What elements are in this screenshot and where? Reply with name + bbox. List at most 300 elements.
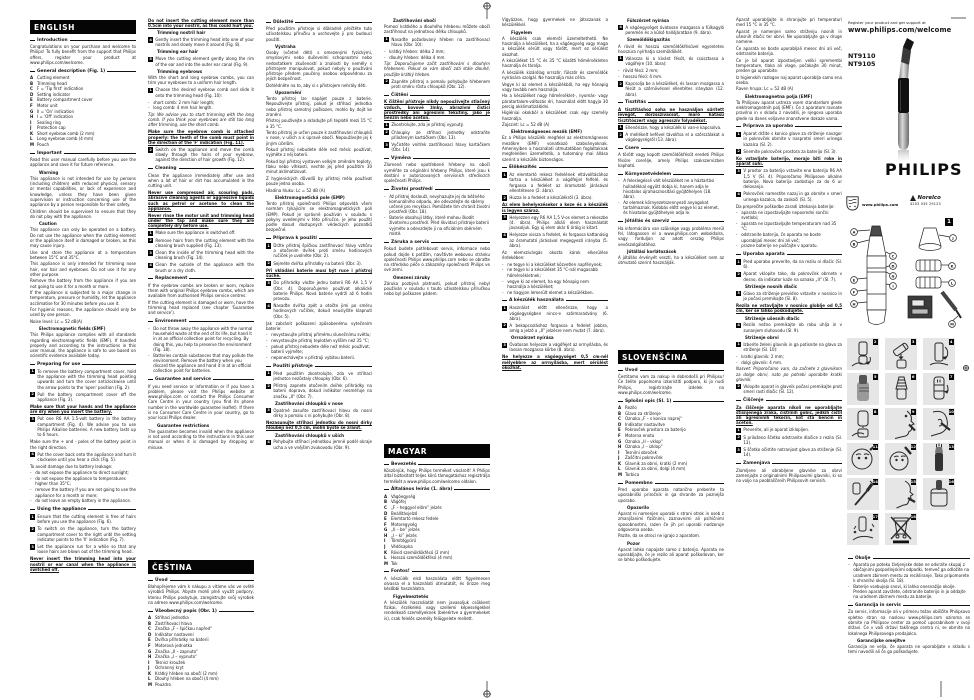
legend-text: Long eyebrow comb (4 mm) xyxy=(37,136,94,142)
legend-letter: A xyxy=(384,493,388,499)
bullet-item xyxy=(618,68,724,73)
bullet-dash: - xyxy=(384,193,386,199)
legend-item xyxy=(618,461,724,466)
step-number-badge: 1 xyxy=(31,514,34,519)
legend-item xyxy=(384,555,490,560)
legend-letter: E xyxy=(148,637,151,643)
legend-item xyxy=(384,561,490,566)
section-heading-text: Příprava k použití xyxy=(273,236,317,242)
bullet-text: ne tegye ki a készüléket 35 °C-nál magasabb hőmérsékletnek; xyxy=(507,267,598,278)
section-heading xyxy=(384,462,490,467)
paragraph: Tento přístroj je určen pouze k zastřihování chloupků v nose, v uších a k úpravě obočí. Nepoužívejte jej k jiným účelům. xyxy=(266,130,372,146)
bullet-item xyxy=(266,355,372,360)
legend-item xyxy=(148,660,254,665)
legend-letter: B xyxy=(384,499,388,505)
legend-letter: A xyxy=(30,75,34,81)
step-number-badge: 1 xyxy=(385,37,388,42)
subsection-heading: Striženje ušesnih dlačic xyxy=(745,315,800,321)
instruction-step xyxy=(266,280,372,301)
bullet-dash: - xyxy=(266,344,268,350)
step-text: Pred uporabo preverite, da na rezilu ni dlačic (Sl. 6). xyxy=(743,259,842,270)
step-text: Let the appliance run for a while so that any loose hairs are blown out of the trimming head. xyxy=(37,543,136,555)
section-heading-text: Important xyxy=(37,150,62,156)
section-heading xyxy=(384,487,490,492)
step-number-badge: 1 xyxy=(149,230,152,235)
step-number-badge: 2 xyxy=(619,132,622,137)
step-text: Move the cutting element gently along the rim of the ear and into the outer ear canal (Fig. 9). xyxy=(155,56,254,67)
figure-step-18-wheelie-bin-crossed xyxy=(885,513,917,545)
text-column-sl3 xyxy=(848,552,970,684)
bullet-item xyxy=(502,279,608,290)
step-number-badge: 2 xyxy=(31,392,34,397)
figure-step-14-cleaning-brush xyxy=(847,478,879,510)
callout-letter: B xyxy=(852,242,856,247)
step-text: A bekapcsoláshoz forgassa a fedelet jobbra, amíg a jelző a „II” jelzésre nem mutat (7. ábra). xyxy=(509,322,608,334)
figure-step-15-face-trimming xyxy=(885,478,917,510)
step-text: V prostor za baterijo vstavite eno baterijo R6 AA 1,5 V (Sl. 4). Priporočamo Philipsove alkalne baterije. Nova baterija zadostuje za do 6 ur delovanja. xyxy=(743,168,842,190)
legend-text: Glavnik za obrvi, kratki (2 mm) xyxy=(625,460,688,466)
section-heading-text: Zamenjava xyxy=(743,461,771,467)
legend-letter: I xyxy=(618,449,620,455)
philips-wordmark: PHILIPS xyxy=(885,160,963,179)
instruction-step xyxy=(266,371,372,382)
subsection-heading: Zastřihování chloupků v uších xyxy=(275,432,345,438)
figure-step-4-close-battery-door xyxy=(923,338,955,370)
section-heading-text: Replacement xyxy=(155,276,188,282)
legend-item xyxy=(384,516,490,521)
bullet-item xyxy=(148,326,254,352)
step-text: Óvatosan helyezze a vágófejet az orrnyílásba, és lassan mozgassa körbe (8. ábra). xyxy=(509,342,608,353)
bullet-item xyxy=(736,243,842,248)
section-heading xyxy=(148,166,254,171)
bullet-dash: - xyxy=(502,267,504,273)
paragraph: A készülék csak elemről üzemeltethető. Ne használja a készüléket, ha a vágóegység vagy maga a készülék sérült vagy törött, mert ez sérülést okozhat. xyxy=(502,35,608,57)
subsection-heading: Figyelmeztetés xyxy=(393,593,429,599)
step-number-badge: 3 xyxy=(737,169,740,174)
paragraph: Da preprečite poškodbe zaradi iztekanja baterije: xyxy=(736,203,835,209)
bullet-dash: - xyxy=(148,352,150,358)
paragraph: A készülék kizárólag orrszőr, fülszőr és szemöldök nyírására szolgál. Ne használja más célra. xyxy=(502,69,608,81)
section-heading xyxy=(30,362,136,367)
legend-item xyxy=(618,455,724,460)
subsection-heading: Orrszőrzet nyírása xyxy=(511,335,554,341)
legend-item xyxy=(30,131,136,136)
legend-letter: H xyxy=(30,114,34,120)
paragraph: Congratulations on your purchase and welcome to Philips! To fully benefit from the support that Philips offers, register your product at www.philips.com/welcome. xyxy=(30,44,136,65)
step-text: Přístroj zapnete otočením dvířek přihrádky na baterii doprava, dokud indikátor nesměřuje na značku „II“ (Obr. 7). xyxy=(273,383,372,399)
step-text: Zkontrolujte, zda je přístroj vypnutý. xyxy=(391,122,464,128)
bullet-text: long comb: 4 mm hair length. xyxy=(153,105,213,111)
bullet-text: aparata ne izpostavljajte temperaturam nad 35 °C; xyxy=(741,221,837,232)
instruction-step xyxy=(30,526,136,542)
step-number-badge: 2 xyxy=(149,147,152,152)
step-number-badge: 2 xyxy=(267,261,270,266)
section-heading xyxy=(148,578,254,583)
step-text: Válassza ki a kívánt fésűt, és csúsztassa a vágófejre (10. ábra): xyxy=(625,55,724,67)
legend-letter: I xyxy=(148,659,150,665)
step-text: Gently insert the trimming head into one of your nostrils and slowly move it around (Fig. 8). xyxy=(155,36,254,48)
legend-letter: C xyxy=(148,626,151,632)
bullet-text: ne tegye ki a készüléket közvetlen napfénynek; xyxy=(507,261,603,267)
legend-letter: C xyxy=(384,504,387,510)
legend-item xyxy=(384,527,490,532)
legend-item xyxy=(30,114,136,119)
subsection-heading: Fülszőrzet nyírása xyxy=(627,18,670,23)
section-heading xyxy=(848,556,970,561)
legend-letter: G xyxy=(384,527,388,533)
bullet-dash: - xyxy=(618,199,620,205)
figure-step-11-eyebrow-comb-attach xyxy=(847,443,879,475)
legend-letter: A xyxy=(618,405,622,411)
step-number-badge: 1 xyxy=(619,56,622,61)
bullet-dash: - xyxy=(736,232,738,238)
legend-item xyxy=(148,626,254,631)
subsection-heading: Jótállási korlátozások xyxy=(627,248,677,254)
step-number-badge: 3 xyxy=(737,291,740,296)
paragraph: Make sure the + and - poles of the battery point in the right direction. xyxy=(30,439,136,450)
legend-text: Glavnik za obrvi, dolgi (4 mm) xyxy=(625,466,686,472)
legend-item xyxy=(148,654,254,659)
paragraph: Köszönjük, hogy Philips terméket vásárolt! A Philips által biztosított teljes körű támogatáshoz regisztrálja termékét a www.philips.com/welcome oldalon. xyxy=(384,468,490,484)
paragraph: Pokud přístroj nebudete déle než měsíc používat, vyjměte z něj baterii. xyxy=(266,147,372,158)
legend-text: I = 'Off' indication xyxy=(37,114,74,120)
section-heading-text: A készülék használata xyxy=(509,298,564,304)
figure-number: 12 xyxy=(910,444,916,450)
instruction-step xyxy=(384,79,490,90)
legend-item xyxy=(618,450,724,455)
section-heading-text: Důležité xyxy=(273,19,294,25)
bullet-item xyxy=(848,584,970,600)
callout-letter: M xyxy=(950,322,954,327)
legend-item xyxy=(384,505,490,510)
section-heading xyxy=(736,252,842,257)
step-text: Aparat držite s konico glave za striženje navzgor in pokrovček obrnite v nasprotni smeri urinega kazalca (Sl. 2). xyxy=(743,131,842,147)
step-text: Helyezze vissza a fedelet, és forgassa kattanásig az óramutató járásával megegyező irányba (5. ábra). xyxy=(509,232,608,248)
legend-item xyxy=(618,433,724,438)
legend-text: Ochranný kryt xyxy=(155,665,184,671)
bullet-item xyxy=(736,232,842,243)
legend-item xyxy=(148,665,254,670)
paragraph: Če aparata ne boste uporabljali mesec dni ali več, odstranite baterijo. xyxy=(736,45,842,57)
paragraph: Hladina hluku: Lc = 52 dB (A) xyxy=(266,187,326,193)
instruction-step xyxy=(502,305,608,321)
subsection-heading: Striženje nosnih dlačic xyxy=(745,283,798,289)
section-heading xyxy=(30,507,136,512)
section-heading-text: Környezetvédelem xyxy=(625,171,672,177)
paragraph: Vigyázzon, hogy gyermekek ne játsszanak a készülékkel. xyxy=(502,17,608,28)
bullet-item xyxy=(384,55,490,60)
step-number-badge: 3 xyxy=(503,342,506,347)
step-number-badge: 2 xyxy=(737,384,740,389)
figure-step-2-open-battery-door xyxy=(847,338,879,370)
section-heading xyxy=(736,124,842,129)
paragraph: Zajszint: Lc = 52 dB (A) xyxy=(502,122,550,128)
instruction-step xyxy=(618,56,724,67)
section-heading-text: Životní prostředí xyxy=(391,187,433,193)
paragraph: A készüléket 15 °C és 35 °C közötti hőmérsékleten használja és tárolja. xyxy=(502,58,608,69)
step-number-badge: 3 xyxy=(267,280,270,285)
figure-number: 17 xyxy=(872,514,878,520)
step-number-badge: 4 xyxy=(149,37,152,42)
step-text: Vyčistěte vnitřek zastřihovací hlavy kartáčkem (Obr. 14). xyxy=(391,141,490,153)
step-text: Zapněte přístroj a pomalu pohybujte hřebenem proti směru růstu chloupků (Obr. 12). xyxy=(391,78,490,90)
callout-letter: A xyxy=(852,230,856,235)
figure-step-10-ear-trimming xyxy=(923,408,955,440)
step-text: Pohybujte střihací jednotkou jemně podél okraje ucha a ve vnějším zvukovodu (Obr. 9). xyxy=(273,439,372,450)
figure-number: 8 xyxy=(873,409,877,415)
legend-item xyxy=(30,136,136,141)
step-text: S ščetko očistite notranjost glave za striženje (Sl. 14). xyxy=(743,447,842,458)
legend-text: Tok xyxy=(391,560,398,566)
step-number-badge: 1 xyxy=(31,369,34,374)
step-number-badge: 4 xyxy=(737,191,740,196)
legend-text: Battery compartment cover xyxy=(37,97,93,103)
legend-item xyxy=(384,499,490,504)
instruction-step xyxy=(148,56,254,67)
paragraph: Aparat uporabljajte in shranjujte pri temperaturi med 15 °C in 35 °C. xyxy=(736,17,842,28)
figure-number: 5 xyxy=(873,374,877,380)
legend-text: Beállításjelző xyxy=(391,510,418,516)
instruction-step xyxy=(266,261,372,267)
bullet-text: nevystavujte přístroj přímému slunečnímu světlu; xyxy=(271,332,371,338)
subsection-heading: Omezení záruky xyxy=(393,274,430,280)
legend-text: Značka „F – špičkou napřed“ xyxy=(155,626,213,632)
bullet-item xyxy=(384,194,490,215)
paragraph: Osoby (včetně dětí) s omezenými fyzickými, smyslovými nebo duševními schopnostmi nebo nedostatkem zkušeností a znalostí by neměly s přístrojem manipulovat, pokud nebyly o používání přístroje předem poučeny osobou odpovědnou za jejich bezpečnost. xyxy=(266,49,372,82)
text-column-cs3 xyxy=(384,16,490,436)
bullet-item xyxy=(266,332,372,337)
legend-letter: C xyxy=(618,416,621,422)
subsection-heading: Striženje obrvi xyxy=(745,334,779,340)
paragraph: Pokud byl přístroj vystaven velkým změnám teploty, tlaku nebo vlhkosti, nechte jej před použitím 30 minut aklimatizovat. xyxy=(266,158,372,175)
step-number-badge: 4 xyxy=(619,25,622,30)
legend-text: Protection cap xyxy=(37,125,66,131)
legend-text: Tömítőgyűrű xyxy=(391,538,417,544)
instruction-step xyxy=(736,435,842,446)
section-heading xyxy=(502,165,608,170)
subsection-heading: Elektromágneses mezők (EMF) xyxy=(511,129,583,135)
instruction-step xyxy=(384,130,490,141)
legend-text: „I – ki” jelzés xyxy=(391,532,417,538)
legend-item xyxy=(384,550,490,555)
subsection-heading: Guarantee restrictions xyxy=(157,422,210,428)
step-text: Choose the desired eyebrow comb and slide it onto the trimming head (Fig. 10): xyxy=(155,87,254,98)
legend-item xyxy=(148,682,254,687)
step-number-badge: 2 xyxy=(503,195,506,200)
legend-item xyxy=(384,538,490,543)
paragraph: If the appliance is subjected to a major change in temperature, pressure or humidity, let the appliance acclimatise for 30 minutes before you use it. xyxy=(30,290,136,306)
step-number-badge: 1 xyxy=(737,427,740,432)
step-number-badge: 5 xyxy=(149,56,152,61)
step-number-badge: 3 xyxy=(149,250,152,255)
legend-item xyxy=(30,109,136,114)
subsection-heading: Zastřihování chloupků v nose xyxy=(275,400,343,406)
figure-number: 13 xyxy=(948,444,954,450)
step-number-badge: 3 xyxy=(31,416,34,421)
legend-letter: F xyxy=(30,102,33,108)
figure-step-3-insert-battery xyxy=(885,338,917,370)
callout-letter: J xyxy=(952,236,954,241)
legend-letter: I xyxy=(30,119,32,125)
legend-letter: J xyxy=(384,544,386,549)
legend-letter: D xyxy=(30,91,34,97)
step-number-badge: 3 xyxy=(31,544,34,549)
bullet-text: Aparata po poteku življenjske dobe ne odvrzite skupaj z običajnimi gospodinjskimi odpadki, temveč ga odložite na uradnem zbirnem mestu za recikliranje. Tako pripomorete k ohranitvi okolja (Sl. 18). xyxy=(853,562,970,583)
legend-letter: D xyxy=(148,631,152,637)
bullet-dash: - xyxy=(502,289,504,295)
legend-text: Védősapka xyxy=(391,544,413,549)
step-text: Switch on the appliance and move the comb slowly through the hairs of your eyebrow, against the direction of hair growth (Fig. 12). xyxy=(155,146,254,163)
norelco-text: Norelco xyxy=(917,195,941,201)
step-number-badge: 2 xyxy=(31,526,34,531)
bullet-dash: - xyxy=(148,99,150,105)
instruction-step xyxy=(30,416,136,437)
instruction-step xyxy=(618,25,724,36)
legend-letter: F xyxy=(384,521,387,527)
step-text: Remove hairs from the cutting element with the cleaning brush supplied (Fig. 13). xyxy=(155,237,254,248)
step-text: A mellékelt kefével távolítsa el a szőrszálakat a vágóegységről (13. ábra). xyxy=(625,131,724,143)
section-heading-text: Čiščenje xyxy=(743,397,764,403)
legend-text: Zaščitni pokrovček xyxy=(625,455,663,461)
instruction-step xyxy=(736,191,842,202)
bullet-text: Až přístroj doslouží, nevyhazujte jej do běžného komunálního odpadu, ale odevzdejte do sběrny určené pro recyklaci. Pomůžete tím chránit životní prostředí (Obr. 18). xyxy=(389,193,490,215)
text-column-hu1 xyxy=(384,440,490,694)
legend-letter: J xyxy=(30,125,32,131)
instruction-step xyxy=(148,147,254,163)
section-heading-text: Okolje xyxy=(855,555,871,561)
instruction-step xyxy=(30,452,136,463)
bullet-item xyxy=(736,221,842,232)
legend-letter: K xyxy=(30,130,34,136)
section-heading-text: Bevezetés xyxy=(391,461,417,467)
section-heading-text: Pomembno xyxy=(625,480,653,486)
bullet-dash: - xyxy=(736,353,738,359)
bullet-text: do not leave an empty battery in the appliance. xyxy=(35,498,132,504)
bullet-dash: - xyxy=(384,215,386,221)
warning-note: Ko vstavljate baterijo, morajo biti roke in aparat suhi. xyxy=(736,156,842,167)
legend-letter: H xyxy=(384,532,388,538)
section-heading-text: Splošni opis (Sl. 1) xyxy=(625,398,672,404)
step-number-badge: 2 xyxy=(619,81,622,86)
legend-item xyxy=(384,544,490,549)
legend-letter: E xyxy=(384,516,387,522)
figure-step-7-switch-on-ring xyxy=(923,373,955,405)
paragraph: Za servis, informacije ali v primeru težav obiščite Philipsovo spletno stran na naslovu www.philips.com oziroma se obrnite na Philipsov center za pomoč uporabnikom v svoji državi. Če v vaši državi takšnega centra ni, se obrnite na lokalnega Philipsovega prodajalca. xyxy=(848,609,970,636)
legend-letter: K xyxy=(148,670,152,676)
legend-letter: L xyxy=(30,136,33,142)
warning-note: Ne helyezze a vágóegységet 0,5 cm-nél mélyebbre az orrnyílásba, mert sérülést okozhat. xyxy=(502,354,608,371)
language-header: MAGYAR xyxy=(384,444,490,458)
instruction-step xyxy=(736,259,842,270)
bullet-item xyxy=(502,262,608,267)
step-text: Chloupky ze střihací jednotky odstraňte přiloženým kartáčkem (Obr. 13). xyxy=(391,129,490,140)
legend-item xyxy=(384,494,490,499)
subsection-heading: Elektromagnetna polja (EMF) xyxy=(745,93,813,99)
bullet-text: vegye ki az elemet, ha egy hónapig nem használja a készüléket; xyxy=(507,278,589,289)
bullet-text: neponechávejte v přístroji vybitou baterii. xyxy=(271,355,356,361)
bullet-dash: - xyxy=(502,278,504,284)
section-heading xyxy=(384,156,490,161)
text-column-sl1 xyxy=(618,346,724,694)
instruction-step xyxy=(736,131,842,147)
warning-note: Při vkládání baterie musí být ruce i přístroj suché. xyxy=(266,267,372,279)
figure-number: 6 xyxy=(911,374,915,380)
instruction-step xyxy=(502,215,608,231)
paragraph: Higiéniai okokból a készüléket csak egy személy használja. xyxy=(502,110,608,121)
instruction-step xyxy=(502,172,608,193)
model-number-1: NT9110 xyxy=(848,52,876,60)
section-heading-text: Using the appliance xyxy=(37,507,87,513)
legend-item xyxy=(618,411,724,416)
legend-text: Elemtartó rekesz fedele xyxy=(391,516,439,522)
legend-text: Oznaka „F – s konico naprej“ xyxy=(625,416,683,422)
section-heading xyxy=(148,609,254,614)
legend-letter: D xyxy=(384,510,388,516)
legend-item xyxy=(148,643,254,648)
instruction-step xyxy=(736,427,842,433)
section-heading xyxy=(266,236,372,241)
legend-text: Značka „I – vypnuto“ xyxy=(155,654,197,660)
section-heading xyxy=(618,172,724,177)
step-number-badge: 2 xyxy=(737,271,740,276)
bullet-item xyxy=(384,49,490,54)
bullet-text: aparata ne izpostavljajte neposredni sončni svetlobi; xyxy=(741,210,829,221)
section-heading-text: Cleaning xyxy=(155,166,177,172)
text-column-en1 xyxy=(30,16,136,694)
bullet-text: short comb: 2 mm hair length; xyxy=(153,99,215,105)
step-number-badge: 3 xyxy=(503,215,506,220)
model-numbers xyxy=(848,52,876,68)
product-photo xyxy=(882,38,932,164)
paragraph: Pomocí krátkého a dlouhého hřebenu můžete obočí zastřihnout na jednotnou délku chloupků. xyxy=(384,24,490,35)
legend-letter: F xyxy=(148,642,151,648)
instruction-step xyxy=(618,125,724,131)
section-heading xyxy=(148,319,254,324)
step-text: Opatrně zasuňte zastřihovací hlavu do nosní dírky a pomalu s ní pohybujte (Obr. 8). xyxy=(273,407,372,418)
paragraph: For hygienic reasons, the appliance should only be used by one person. xyxy=(30,307,136,318)
legend-item xyxy=(618,439,724,444)
legend-item xyxy=(30,81,136,86)
section-heading xyxy=(384,569,490,574)
legend-item xyxy=(618,427,724,432)
section-heading-text: Preparing for use xyxy=(37,362,81,368)
bullet-dash: - xyxy=(736,210,738,216)
subsection-heading: Caution xyxy=(39,221,57,227)
register-text: Register your product and get support at xyxy=(848,20,926,25)
legend-text: Indikator nastavitve xyxy=(625,421,665,427)
legend-text: Pokrovček prostora za baterijo xyxy=(625,427,686,433)
legend-letter: G xyxy=(148,648,152,654)
legend-item xyxy=(618,472,724,477)
paragraph: Vegye ki az elemet a készülékből, ha egy hónapig vagy tovább nem használja. xyxy=(502,81,608,92)
figure-number: 2 xyxy=(873,339,877,345)
legend-text: Pouzdro xyxy=(155,682,171,687)
model-number-2: NT9105 xyxy=(848,60,876,68)
instruction-step xyxy=(148,238,254,249)
legend-letter: L xyxy=(618,466,621,472)
legend-text: Motorová jednotka xyxy=(155,642,193,648)
bullet-item xyxy=(30,487,136,498)
instruction-step xyxy=(502,342,608,353)
step-text: Snemite pokrovček prostora za baterijo (Sl. 3). xyxy=(743,148,837,154)
legend-text: Dvířka přihrádky na baterii xyxy=(155,637,209,643)
step-text: Kapcsolja be a készüléket, és lassan mozgassa a fésűt a szőrnövéssel ellentétes irányban (12. ábra). xyxy=(625,81,724,97)
legend-text: Short eyebrow comb (2 mm) xyxy=(37,130,95,136)
subsection-heading: Opozorilo xyxy=(627,504,650,510)
callout-letter: D xyxy=(891,264,895,269)
legend-item xyxy=(618,444,724,449)
service-number: 4203 035 29123 xyxy=(910,202,941,206)
